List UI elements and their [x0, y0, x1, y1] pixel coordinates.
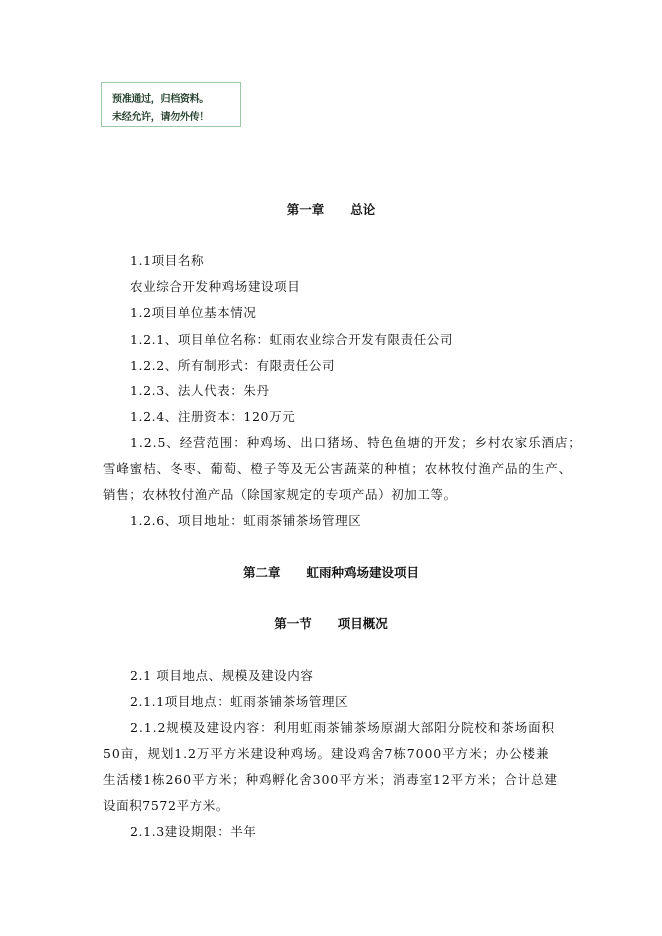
paragraph-line: 雪峰蜜桔、冬枣、葡萄、橙子等及无公害蔬菜的种植；农林牧付渔产品的生产、: [103, 461, 573, 476]
paragraph-line: 2.1 项目地点、规模及建设内容: [130, 668, 314, 683]
paragraph-line: 50亩，规划1.2万平方米建设种鸡场。建设鸡舍7栋7000平方米；办公楼兼: [103, 746, 550, 761]
paragraph-line: 农业综合开发种鸡场建设项目: [130, 279, 301, 294]
approval-stamp-box: [101, 82, 241, 127]
paragraph-line: 2.1.3建设期限：半年: [130, 824, 257, 839]
paragraph-line: 2.1.2规模及建设内容：利用虹雨茶铺茶场原湖大部阳分院校和茶场面积: [130, 720, 555, 735]
paragraph-line: 1.2.3、法人代表：朱丹: [130, 383, 270, 398]
stamp-line-2: 未经允许，请勿外传！: [112, 112, 209, 123]
chapter-2-title: 第二章 虹雨种鸡场建设项目: [242, 565, 420, 580]
paragraph-line: 销售；农林牧付渔产品（除国家规定的专项产品）初加工等。: [103, 487, 457, 502]
paragraph-line: 1.2.6、项目地址：虹雨茶铺茶场管理区: [130, 513, 362, 528]
stamp-line-1: 预准通过，归档资料。: [112, 94, 209, 105]
paragraph-line: 1.1项目名称: [130, 253, 205, 268]
chapter-1-title: 第一章 总论: [286, 202, 376, 217]
paragraph-line: 1.2.2、所有制形式：有限责任公司: [130, 358, 336, 373]
paragraph-line: 2.1.1项目地点：虹雨茶铺茶场管理区: [130, 694, 349, 709]
paragraph-line: 生活楼1栋260平方米；种鸡孵化舍300平方米；消毒室12平方米；合计总建: [103, 772, 558, 787]
paragraph-line: 1.2.1、项目单位名称：虹雨农业综合开发有限责任公司: [130, 332, 454, 347]
paragraph-line: 1.2项目单位基本情况: [130, 305, 257, 320]
paragraph-line: 1.2.4、注册资本：120万元: [130, 409, 296, 424]
paragraph-line: 设面积7572平方米。: [103, 798, 229, 813]
section-1-title: 第一节 项目概况: [274, 616, 388, 631]
paragraph-line: 1.2.5、经营范围：种鸡场、出口猪场、特色鱼塘的开发；乡村农家乐酒店；: [130, 435, 582, 450]
